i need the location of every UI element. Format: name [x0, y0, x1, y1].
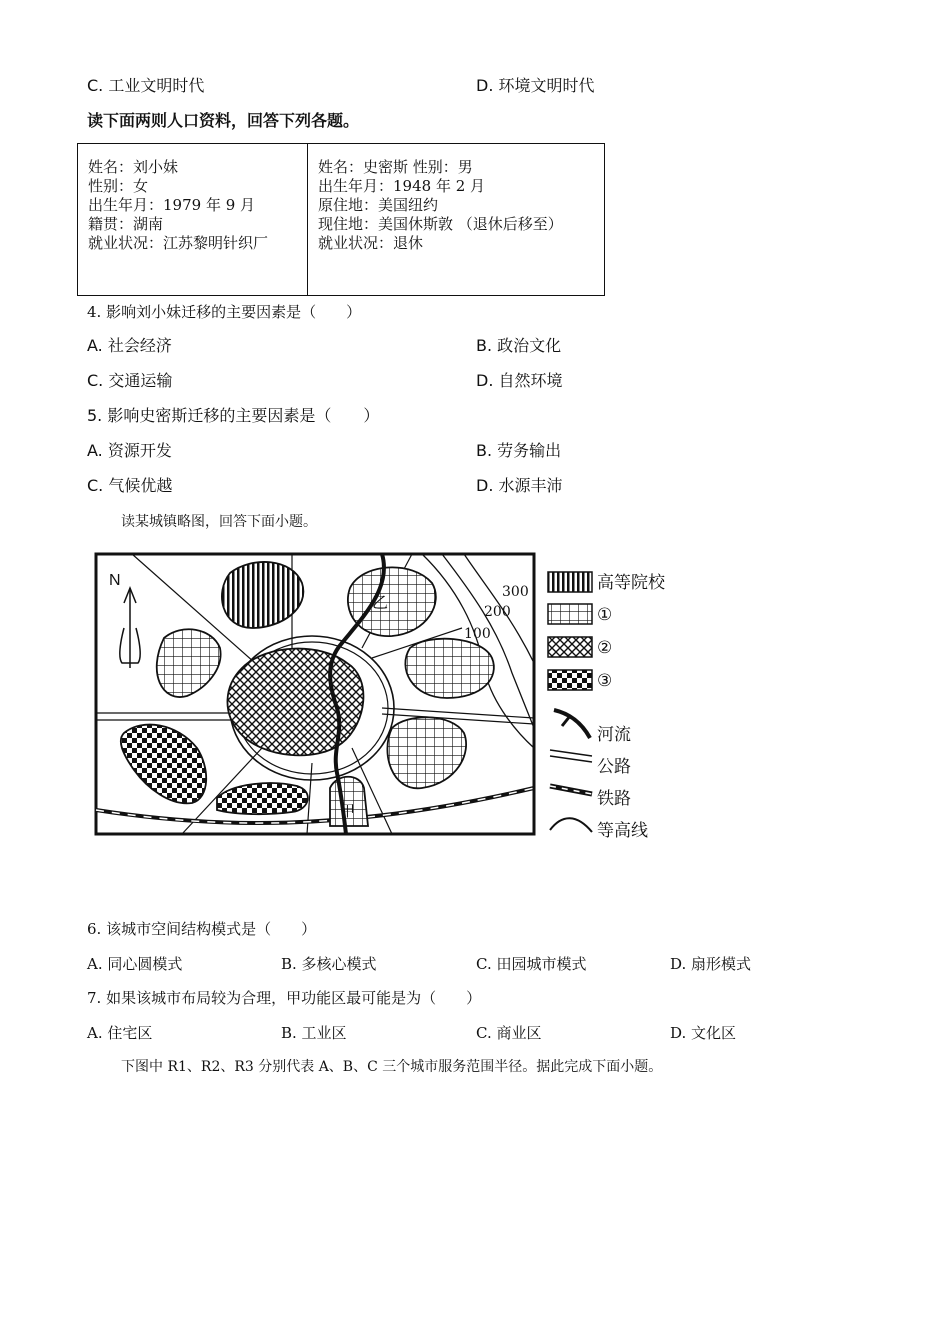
q5-option-a: A. 资源开发: [87, 441, 172, 460]
q4-option-c: C. 交通运输: [87, 371, 173, 390]
legend-swatch-2: [548, 637, 592, 657]
population-intro: 读下面两则人口资料，回答下列各题。: [87, 111, 360, 130]
q6-option-d: D. 扇形模式: [670, 955, 752, 973]
legend-label: 等高线: [597, 821, 648, 841]
contour-label-200: 200: [484, 604, 511, 620]
legend-swatch-road: [550, 750, 592, 762]
legend-swatch-contour: [550, 818, 592, 832]
info-line: 出生年月：1948 年 2 月: [318, 177, 486, 195]
q6-option-c: C. 田园城市模式: [476, 955, 587, 973]
q5-option-b: B. 劳务输出: [476, 441, 562, 460]
legend-swatch-university: [548, 572, 592, 592]
info-line: 现住地：美国休斯敦 （退休后移至）: [318, 215, 563, 233]
label-jia: 甲: [340, 802, 356, 820]
info-line: 姓名：刘小妹: [88, 158, 179, 176]
next-section-intro: 下图中 R1、R2、R3 分别代表 A、B、C 三个城市服务范围半径。据此完成下面小题。: [121, 1059, 663, 1075]
q3-option-d: D. 环境文明时代: [476, 76, 595, 95]
info-line: 原住地：美国纽约: [318, 196, 439, 214]
q4-option-d: D. 自然环境: [476, 371, 563, 390]
map-intro: 读某城镇略图，回答下面小题。: [121, 514, 317, 530]
legend-label: ③: [597, 671, 613, 691]
legend-swatch-1: [548, 604, 592, 624]
legend-label: ②: [597, 638, 613, 658]
q5-option-c: C. 气候优越: [87, 476, 173, 495]
q4-stem: 4. 影响刘小妹迁移的主要因素是（ ）: [87, 303, 362, 321]
north-label: N: [109, 572, 121, 589]
q5-stem: 5. 影响史密斯迁移的主要因素是（ ）: [87, 406, 380, 425]
q4-option-a: A. 社会经济: [87, 336, 172, 355]
label-yi: 乙: [372, 593, 389, 612]
map-legend: [548, 572, 666, 841]
city-map-figure: [92, 548, 682, 848]
person-card-liu: [78, 144, 308, 295]
info-line: 性别：女: [88, 177, 149, 195]
zone-center: [227, 649, 363, 756]
legend-swatch-river: [554, 710, 590, 738]
population-info-table: [77, 143, 605, 296]
q3-option-c: C. 工业文明时代: [87, 76, 205, 95]
info-line: 姓名：史密斯 性别：男: [318, 158, 473, 176]
contour-label-100: 100: [464, 626, 491, 642]
info-line: 就业状况：退休: [318, 234, 424, 252]
q6-option-b: B. 多核心模式: [281, 955, 377, 973]
legend-swatch-3: [548, 670, 592, 690]
legend-label: ①: [597, 605, 613, 625]
q4-option-b: B. 政治文化: [476, 336, 562, 355]
q7-option-b: B. 工业区: [281, 1024, 347, 1042]
zone-grid-right: [405, 639, 494, 698]
legend-label: 河流: [597, 725, 631, 745]
info-line: 就业状况：江苏黎明针织厂: [88, 234, 269, 252]
q5-option-d: D. 水源丰沛: [476, 476, 563, 495]
q7-option-a: A. 住宅区: [87, 1024, 153, 1042]
q7-stem: 7. 如果该城市布局较为合理，甲功能区最可能是为（ ）: [87, 989, 482, 1007]
q6-option-a: A. 同心圆模式: [87, 955, 183, 973]
legend-label: 铁路: [597, 789, 631, 809]
q6-stem: 6. 该城市空间结构模式是（ ）: [87, 920, 317, 938]
person-card-smith: [308, 144, 604, 295]
info-line: 出生年月：1979 年 9 月: [88, 196, 256, 214]
legend-label: 公路: [597, 757, 631, 777]
contour-label-300: 300: [502, 584, 529, 600]
q7-option-d: D. 文化区: [670, 1024, 737, 1042]
legend-label: 高等院校: [597, 573, 665, 593]
q7-option-c: C. 商业区: [476, 1024, 542, 1042]
info-line: 籍贯：湖南: [88, 215, 164, 233]
